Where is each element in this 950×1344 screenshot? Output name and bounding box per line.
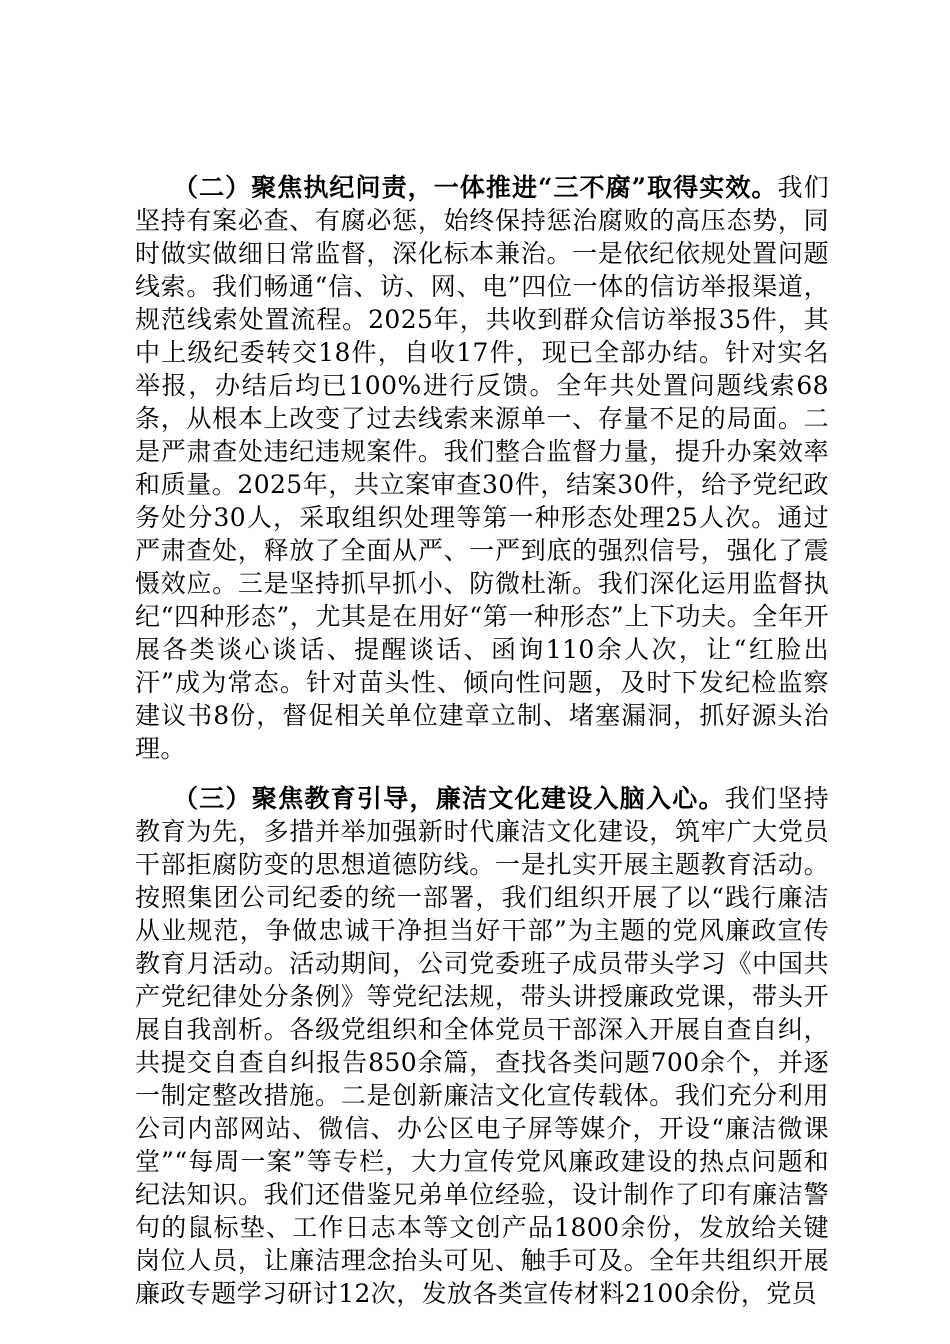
section-2-heading: （二）聚焦执纪问责，一体推进“三不腐”取得实效。	[173, 173, 778, 202]
section-2-paragraph	[135, 171, 829, 765]
document-page	[135, 171, 829, 1310]
section-2-body: 我们坚持有案必查、有腐必惩，始终保持惩治腐败的高压态势，同时做实做细日常监督，深化标本兼治。一是依纪依规处置问题线索。我们畅通“信、访、网、电”四位一体的信访举报渠道，规范线索处置流程。2025年，共收到群众信访举报35件，其中上级纪委转交18件，自收17件，现已全部办结。针对实名举报，办结后均已100%进行反馈。全年共处置问题线索68条，从根本上改变了过去线索来源单一、存量不足的局面。二是严肃查处违纪违规案件。我们整合监督力量，提升办案效率和质量。2025年，共立案审查30件，结案30件，给予党纪政务处分30人，采取组织处理等第一种形态处理25人次。通过严肃查处，释放了全面从严、一严到底的强烈信号，强化了震慑效应。三是坚持抓早抓小、防微杜渐。我们深化运用监督执纪“四种形态”，尤其是在用好“第一种形态”上下功夫。全年开展各类谈心谈话、提醒谈话、函询110余人次，让“红脸出汗”成为常态。针对苗头性、倾向性问题，及时下发纪检监察建议书8份，督促相关单位建章立制、堵塞漏洞，抓好源头治理。	[135, 173, 829, 763]
section-3-paragraph	[135, 782, 829, 1310]
section-3-body: 我们坚持教育为先，多措并举加强新时代廉洁文化建设，筑牢广大党员干部拒腐防变的思想道德防线。一是扎实开展主题教育活动。按照集团公司纪委的统一部署，我们组织开展了以“践行廉洁从业规范，争做忠诚干净担当好干部”为主题的党风廉政宣传教育月活动。活动期间，公司党委班子成员带头学习《中国共产党纪律处分条例》等党纪法规，带头讲授廉政党课，带头开展自我剖析。各级党组织和全体党员干部深入开展自查自纠，共提交自查自纠报告850余篇，查找各类问题700余个，并逐一制定整改措施。二是创新廉洁文化宣传载体。我们充分利用公司内部网站、微信、办公区电子屏等媒介，开设“廉洁微课堂”“每周一案”等专栏，大力宣传党风廉政建设的热点问题和纪法知识。我们还借鉴兄弟单位经验，设计制作了印有廉洁警句的鼠标垫、工作日志本等文创产品1800余份，发放给关键岗位人员，让廉洁理念抬头可见、触手可及。全年共组织开展廉政专题学习研讨12次，发放各类宣传材料2100余份，党员	[135, 784, 829, 1308]
section-3-heading: （三）聚焦教育引导，廉洁文化建设入脑入心。	[173, 784, 725, 813]
